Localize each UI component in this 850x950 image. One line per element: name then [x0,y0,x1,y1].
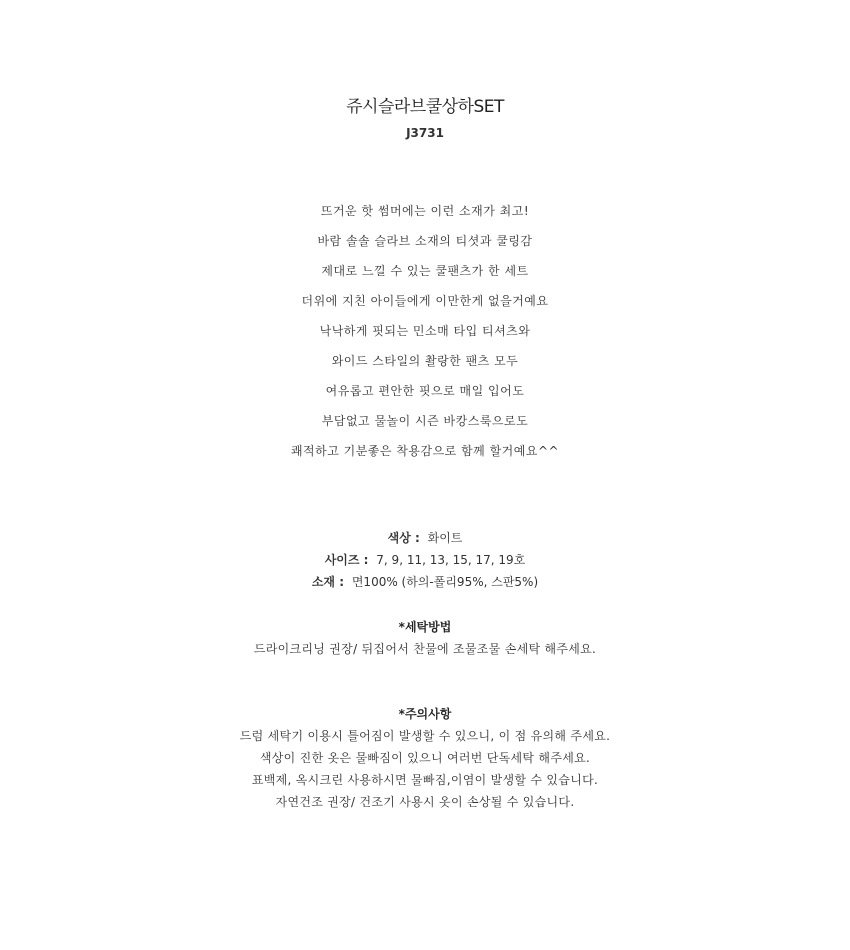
washing-title: *세탁방법 [398,620,452,634]
caution-title: *주의사항 [398,707,452,721]
product-code: J3731 [406,126,444,140]
spec-size-label: 사이즈 : [324,553,369,567]
description-line: 여유롭고 편안한 핏으로 매일 입어도 [325,384,525,398]
spec-size-value: 7, 9, 11, 13, 15, 17, 19호 [376,553,526,567]
product-description [0,200,850,470]
spec-size [0,549,850,571]
description-line: 낙낙하게 핏되는 민소매 타입 티셔츠와 [319,324,531,338]
description-line: 바람 솔솔 슬라브 소재의 티셧과 쿨링감 [317,234,533,248]
description-line: 와이드 스타일의 촬랑한 팬츠 모두 [331,354,519,368]
washing-section [0,616,850,660]
product-specs [0,527,850,593]
caution-line: 색상이 진한 옷은 물빠짐이 있으니 여러번 단독세탁 해주세요. [259,751,591,765]
description-line: 뜨거운 핫 썸머에는 이런 소재가 최고! [320,204,530,218]
caution-line: 드럼 세탁기 이용시 틀어짐이 발생할 수 있으니, 이 점 유의해 주세요. [239,729,611,743]
spec-material-label: 소재 : [311,575,345,589]
spec-material [0,571,850,593]
spec-color-value: 화이트 [427,531,463,545]
caution-section [0,703,850,813]
description-line: 더위에 지친 아이들에게 이만한게 없을거예요 [301,294,549,308]
spec-color-label: 색상 : [387,531,420,545]
description-line: 부담없고 물놀이 시즌 바캉스룩으로도 [321,414,529,428]
description-line: 쾌적하고 기분좋은 착용감으로 함께 할거예요^^ [290,444,560,458]
washing-line: 드라이크리닝 권장/ 뒤집어서 찬물에 조물조물 손세탁 해주세요. [253,642,597,656]
description-line: 제대로 느낄 수 있는 쿨팬츠가 한 세트 [321,264,529,278]
spec-material-value: 면100% (하의-폴리95%, 스판5%) [351,575,539,589]
caution-line: 자연건조 권장/ 건조기 사용시 옷이 손상될 수 있습니다. [275,795,575,809]
caution-line: 표백제, 옥시크린 사용하시면 물빠짐,이염이 발생할 수 있습니다. [251,773,599,787]
spec-color [0,527,850,549]
product-title: 쥬시슬라브쿨상하SET [346,97,504,117]
